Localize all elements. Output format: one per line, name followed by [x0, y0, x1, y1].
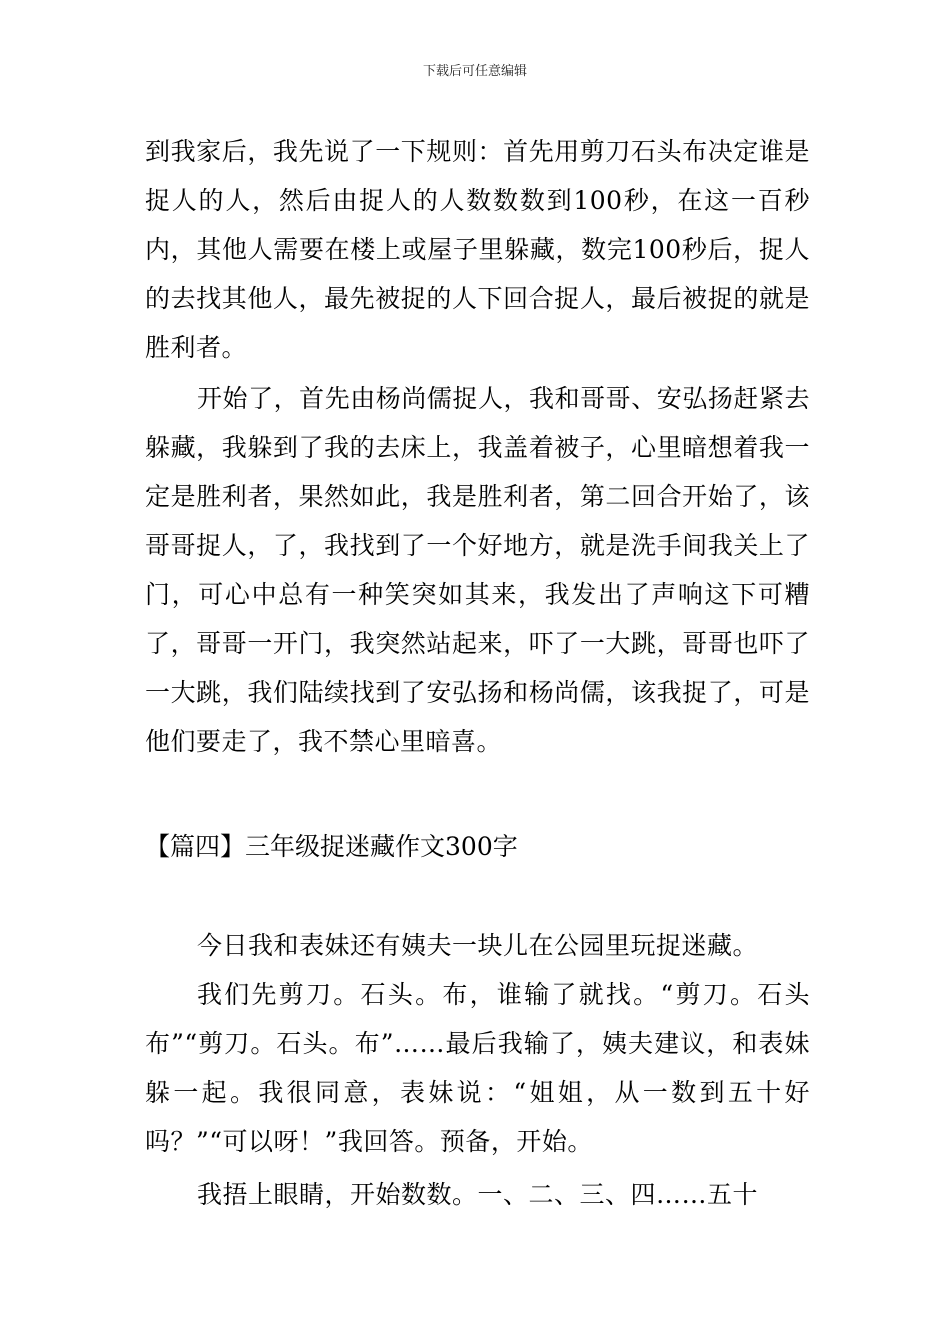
paragraph-counting: 我捂上眼睛，开始数数。一、二、三、四……五十 [197, 1180, 759, 1209]
paragraph-game-start: 开始了，首先由杨尚儒捉人，我和哥哥、安弘扬赶紧去躲藏，我躲到了我的去床上，我盖着被子，心里暗想着我一定是胜利者，果然如此，我是胜利者，第二回合开始了，该哥哥捉人，了，我找到了一个好地方，就是洗手间我关上了门，可心中总有一种笑突如其来，我发出了声响这下可糟了，哥哥一开门，我突然站起来，吓了一大跳，哥哥也吓了一大跳，我们陆续找到了安弘扬和杨尚儒，该我捉了，可是他们要走了，我不禁心里暗喜。 [145, 384, 810, 756]
paragraph-park: 今日我和表妹还有姨夫一块儿在公园里玩捉迷藏。 [197, 931, 759, 960]
header-note: 下载后可任意编辑 [422, 64, 527, 79]
section-title: 【篇四】三年级捉迷藏作文300字 [145, 832, 518, 861]
paragraph-rules: 到我家后，我先说了一下规则：首先用剪刀石头布决定谁是捉人的人，然后由捉人的人数数数到100秒，在这一百秒内，其他人需要在楼上或屋子里躲藏，数完100秒后，捉人的去找其他人，最先被捉的人下回合捉人，最后被捉的就是胜利者。 [145, 137, 810, 362]
paragraph-rock-paper-scissors: 我们先剪刀。石头。布，谁输了就找。“剪刀。石头布”“剪刀。石头。布”……最后我输了，姨夫建议，和表妹躲一起。我很同意，表妹说：“姐姐，从一数到五十好吗？”“可以呀！”我回答。预备，开始。 [145, 980, 810, 1156]
